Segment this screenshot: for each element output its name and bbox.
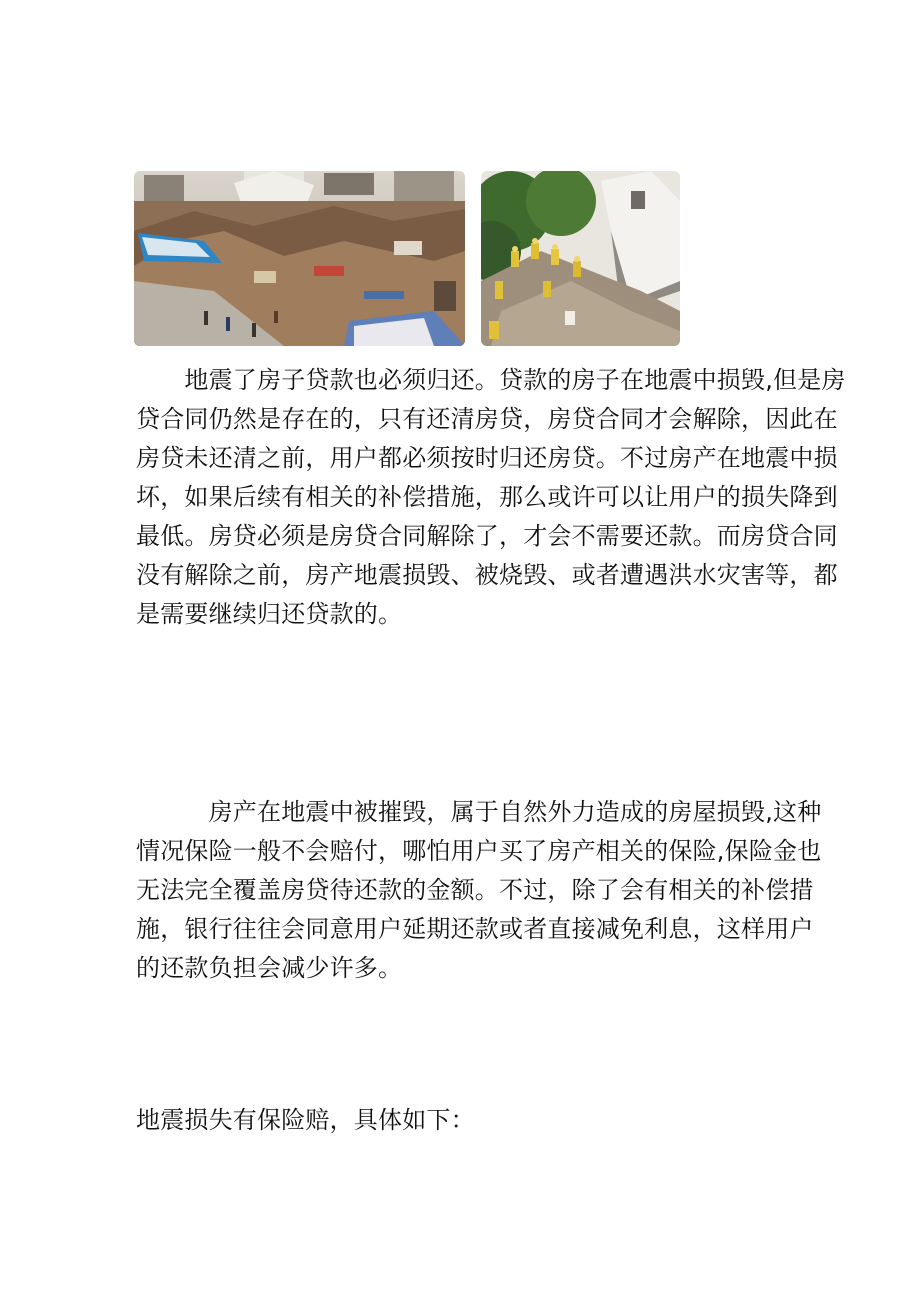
text-line: 坏，如果后续有相关的补偿措施，那么或许可以让用户的损失降到 [136,483,838,511]
text-line: 最低。房贷必须是房贷合同解除了，才会不需要还款。而房贷合同 [136,522,838,550]
paragraph-loan-repayment [136,361,846,634]
text-line: 房产在地震中被摧毁，属于自然外力造成的房屋损毁,这种 [136,798,822,826]
text-line: 情况保险一般不会赔付，哪怕用户买了房产相关的保险,保险金也 [136,837,822,865]
text-line: 施，银行往往会同意用户延期还款或者直接减免利息，这样用户 [136,915,814,943]
earthquake-debris-photo [134,171,465,346]
text-line: 无法完全覆盖房贷待还款的金额。不过，除了会有相关的补偿措 [136,876,814,904]
text-line: 的还款负担会减少许多。 [136,954,403,982]
text-line: 没有解除之前，房产地震损毁、被烧毁、或者遭遇洪水灾害等，都 [136,561,838,589]
paragraph-insurance [136,793,822,988]
text-line: 地震损失有保险赔，具体如下： [136,1106,475,1134]
rescue-workers-photo [481,171,680,346]
text-line: 地震了房子贷款也必须归还。贷款的房子在地震中损毁,但是房 [136,366,846,394]
text-line: 贷合同仍然是存在的，只有还清房贷，房贷合同才会解除，因此在 [136,405,838,433]
paragraph-details-heading [136,1101,796,1140]
text-line: 房贷未还清之前，用户都必须按时归还房贷。不过房产在地震中损 [136,444,838,472]
text-line: 是需要继续归还贷款的。 [136,600,403,628]
